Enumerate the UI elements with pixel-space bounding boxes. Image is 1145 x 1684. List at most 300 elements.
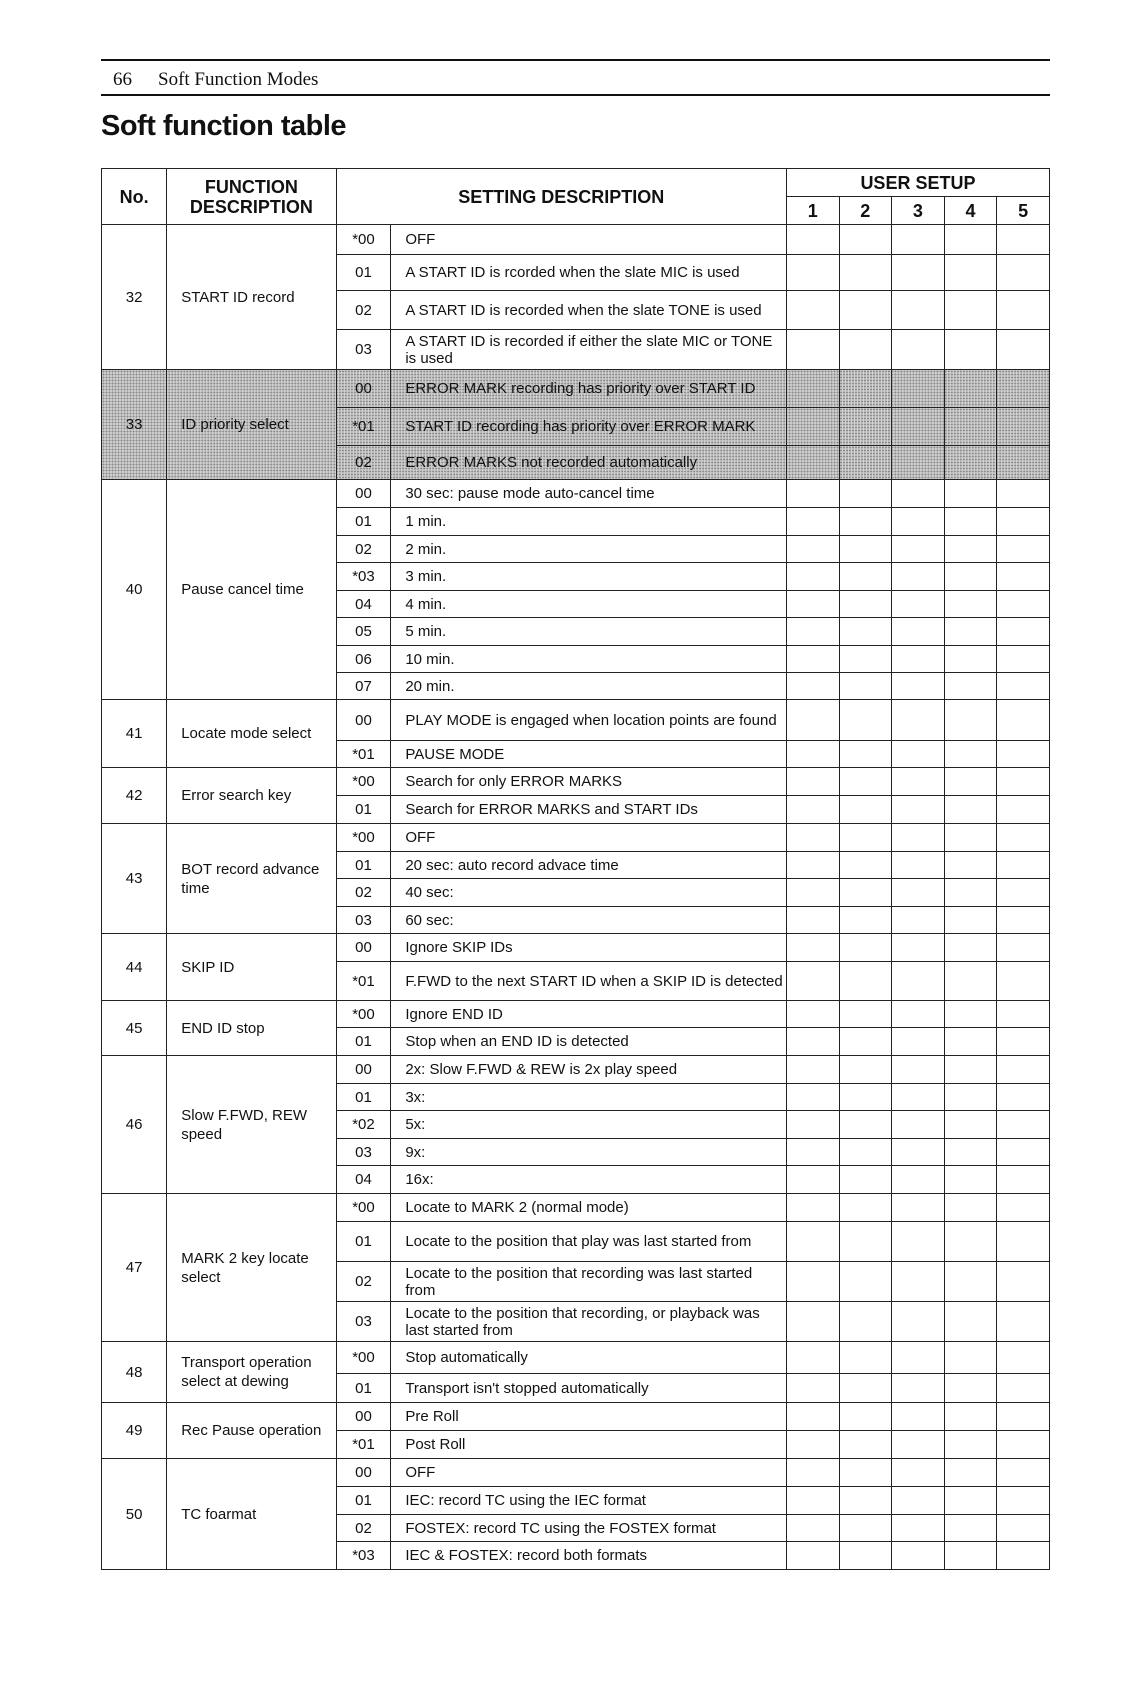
setting-description: 2x: Slow F.FWD & REW is 2x play speed — [391, 1056, 787, 1084]
setting-code: 01 — [336, 1374, 391, 1403]
user-setup-cell-2 — [839, 563, 892, 591]
user-setup-cell-3 — [892, 852, 945, 879]
user-setup-cell-4 — [944, 536, 997, 563]
user-setup-cell-4 — [944, 255, 997, 291]
user-setup-cell-3 — [892, 330, 945, 370]
user-setup-cell-1 — [786, 879, 839, 907]
user-setup-cell-3 — [892, 1028, 945, 1056]
user-setup-cell-5 — [997, 1028, 1050, 1056]
user-setup-cell-2 — [839, 1084, 892, 1111]
user-setup-cell-2 — [839, 446, 892, 480]
user-setup-cell-5 — [997, 1487, 1050, 1515]
table-row — [102, 768, 1050, 796]
user-setup-cell-2 — [839, 408, 892, 446]
user-setup-cell-2 — [839, 1166, 892, 1194]
user-setup-cell-2 — [839, 591, 892, 618]
user-col-1: 1 — [786, 197, 839, 225]
setting-description: Search for only ERROR MARKS — [391, 768, 787, 796]
setting-description: A START ID is recorded if either the slate MIC or TONE is used — [391, 330, 787, 370]
setting-code: 00 — [336, 480, 391, 508]
setting-code: 02 — [336, 879, 391, 907]
user-setup-cell-1 — [786, 370, 839, 408]
user-setup-cell-5 — [997, 591, 1050, 618]
setting-code: 04 — [336, 1166, 391, 1194]
user-setup-cell-1 — [786, 1403, 839, 1431]
user-setup-cell-1 — [786, 1056, 839, 1084]
user-setup-cell-1 — [786, 591, 839, 618]
function-description: TC foarmat — [167, 1459, 336, 1570]
user-setup-cell-3 — [892, 1194, 945, 1222]
user-setup-cell-5 — [997, 741, 1050, 768]
user-setup-cell-1 — [786, 536, 839, 563]
user-setup-cell-4 — [944, 1166, 997, 1194]
user-setup-cell-4 — [944, 1431, 997, 1459]
setting-description: 2 min. — [391, 536, 787, 563]
user-setup-cell-2 — [839, 1459, 892, 1487]
user-setup-cell-1 — [786, 1431, 839, 1459]
user-setup-cell-2 — [839, 741, 892, 768]
setting-description: 40 sec: — [391, 879, 787, 907]
setting-description: 60 sec: — [391, 907, 787, 934]
user-setup-cell-1 — [786, 563, 839, 591]
setting-code: *00 — [336, 1194, 391, 1222]
user-setup-cell-3 — [892, 824, 945, 852]
user-setup-cell-2 — [839, 1056, 892, 1084]
setting-code: *01 — [336, 962, 391, 1001]
user-setup-cell-4 — [944, 1374, 997, 1403]
user-setup-cell-4 — [944, 618, 997, 646]
user-setup-cell-5 — [997, 1194, 1050, 1222]
user-setup-cell-3 — [892, 1542, 945, 1570]
user-setup-cell-2 — [839, 255, 892, 291]
user-setup-cell-3 — [892, 480, 945, 508]
user-col-4: 4 — [944, 197, 997, 225]
setting-code: *00 — [336, 1001, 391, 1028]
setting-description: Locate to the position that play was last started from — [391, 1222, 787, 1262]
function-number: 48 — [102, 1342, 167, 1403]
setting-code: 00 — [336, 700, 391, 741]
user-setup-cell-4 — [944, 225, 997, 255]
user-setup-cell-5 — [997, 1222, 1050, 1262]
setting-code: 03 — [336, 330, 391, 370]
user-setup-cell-5 — [997, 255, 1050, 291]
user-setup-cell-4 — [944, 1403, 997, 1431]
user-setup-cell-4 — [944, 1342, 997, 1374]
user-setup-cell-1 — [786, 1487, 839, 1515]
setting-description: 5 min. — [391, 618, 787, 646]
col-header-function-line1: FUNCTION — [204, 176, 298, 197]
user-setup-cell-2 — [839, 852, 892, 879]
user-setup-cell-1 — [786, 618, 839, 646]
user-setup-cell-4 — [944, 646, 997, 673]
table-row — [102, 824, 1050, 852]
table-row — [102, 1459, 1050, 1487]
setting-description: A START ID is rcorded when the slate MIC is used — [391, 255, 787, 291]
setting-code: 02 — [336, 1515, 391, 1542]
user-setup-cell-4 — [944, 907, 997, 934]
user-setup-cell-4 — [944, 1222, 997, 1262]
setting-description: 5x: — [391, 1111, 787, 1139]
setting-code: 01 — [336, 1222, 391, 1262]
setting-code: *00 — [336, 768, 391, 796]
function-description: BOT record advance time — [167, 824, 336, 934]
user-setup-cell-3 — [892, 255, 945, 291]
user-setup-cell-1 — [786, 1001, 839, 1028]
user-setup-cell-4 — [944, 796, 997, 824]
setting-code: 01 — [336, 1487, 391, 1515]
user-setup-cell-2 — [839, 1001, 892, 1028]
user-setup-cell-4 — [944, 370, 997, 408]
user-setup-cell-4 — [944, 1515, 997, 1542]
user-setup-cell-4 — [944, 741, 997, 768]
setting-code: 03 — [336, 1302, 391, 1342]
user-setup-cell-2 — [839, 1374, 892, 1403]
function-description: ID priority select — [167, 370, 336, 480]
user-setup-cell-5 — [997, 1001, 1050, 1028]
table-row — [102, 700, 1050, 741]
function-number: 40 — [102, 480, 167, 700]
setting-description: Locate to the position that recording was last started from — [391, 1262, 787, 1302]
user-setup-cell-5 — [997, 1139, 1050, 1166]
user-setup-cell-5 — [997, 370, 1050, 408]
user-setup-cell-1 — [786, 1194, 839, 1222]
user-setup-cell-3 — [892, 291, 945, 330]
setting-description: 9x: — [391, 1139, 787, 1166]
user-setup-cell-1 — [786, 1374, 839, 1403]
user-setup-cell-1 — [786, 1262, 839, 1302]
function-description: END ID stop — [167, 1001, 336, 1056]
user-setup-cell-1 — [786, 480, 839, 508]
function-description: Rec Pause operation — [167, 1403, 336, 1459]
user-setup-cell-2 — [839, 962, 892, 1001]
user-setup-cell-4 — [944, 1459, 997, 1487]
user-setup-cell-5 — [997, 330, 1050, 370]
user-setup-cell-5 — [997, 1084, 1050, 1111]
user-setup-cell-5 — [997, 934, 1050, 962]
table-row — [102, 225, 1050, 255]
user-setup-cell-5 — [997, 1515, 1050, 1542]
user-setup-cell-5 — [997, 480, 1050, 508]
user-setup-cell-3 — [892, 879, 945, 907]
page-title: Soft function table — [101, 110, 347, 142]
user-setup-cell-1 — [786, 291, 839, 330]
user-setup-cell-3 — [892, 1487, 945, 1515]
user-setup-cell-5 — [997, 408, 1050, 446]
user-setup-cell-4 — [944, 824, 997, 852]
user-setup-cell-4 — [944, 1001, 997, 1028]
user-setup-cell-4 — [944, 1302, 997, 1342]
user-setup-cell-3 — [892, 1459, 945, 1487]
user-setup-cell-1 — [786, 1222, 839, 1262]
user-setup-cell-3 — [892, 1139, 945, 1166]
setting-description: PAUSE MODE — [391, 741, 787, 768]
user-setup-cell-2 — [839, 480, 892, 508]
user-setup-cell-4 — [944, 330, 997, 370]
setting-description: 3 min. — [391, 563, 787, 591]
user-setup-cell-4 — [944, 563, 997, 591]
user-setup-cell-3 — [892, 646, 945, 673]
table-row — [102, 480, 1050, 508]
user-setup-cell-3 — [892, 796, 945, 824]
user-setup-cell-3 — [892, 1222, 945, 1262]
user-setup-cell-4 — [944, 291, 997, 330]
setting-code: 00 — [336, 1459, 391, 1487]
user-setup-cell-1 — [786, 852, 839, 879]
user-setup-cell-3 — [892, 618, 945, 646]
user-setup-cell-4 — [944, 768, 997, 796]
setting-description: Search for ERROR MARKS and START IDs — [391, 796, 787, 824]
function-description: SKIP ID — [167, 934, 336, 1001]
setting-description: IEC: record TC using the IEC format — [391, 1487, 787, 1515]
setting-code: *00 — [336, 824, 391, 852]
user-setup-cell-4 — [944, 1194, 997, 1222]
setting-code: 01 — [336, 1084, 391, 1111]
user-setup-cell-3 — [892, 700, 945, 741]
user-setup-cell-4 — [944, 480, 997, 508]
user-col-5: 5 — [997, 197, 1050, 225]
user-setup-cell-4 — [944, 1262, 997, 1302]
user-setup-cell-2 — [839, 768, 892, 796]
setting-description: Stop automatically — [391, 1342, 787, 1374]
user-setup-cell-2 — [839, 1139, 892, 1166]
user-setup-cell-2 — [839, 1403, 892, 1431]
function-description: Slow F.FWD, REW speed — [167, 1056, 336, 1194]
function-description: Locate mode select — [167, 700, 336, 768]
user-setup-cell-5 — [997, 962, 1050, 1001]
setting-description: 20 min. — [391, 673, 787, 700]
setting-code: *01 — [336, 408, 391, 446]
user-setup-cell-3 — [892, 446, 945, 480]
function-number: 32 — [102, 225, 167, 370]
table-row — [102, 1342, 1050, 1374]
setting-code: *00 — [336, 225, 391, 255]
user-setup-cell-3 — [892, 1374, 945, 1403]
user-setup-cell-2 — [839, 796, 892, 824]
setting-description: Ignore END ID — [391, 1001, 787, 1028]
setting-code: 02 — [336, 536, 391, 563]
user-setup-cell-5 — [997, 1342, 1050, 1374]
user-setup-cell-2 — [839, 1028, 892, 1056]
user-setup-cell-5 — [997, 796, 1050, 824]
user-setup-cell-5 — [997, 1166, 1050, 1194]
user-setup-cell-3 — [892, 508, 945, 536]
setting-description: Ignore SKIP IDs — [391, 934, 787, 962]
user-setup-cell-1 — [786, 1084, 839, 1111]
setting-code: 03 — [336, 1139, 391, 1166]
table-row — [102, 934, 1050, 962]
function-number: 46 — [102, 1056, 167, 1194]
user-setup-cell-2 — [839, 1194, 892, 1222]
function-number: 47 — [102, 1194, 167, 1342]
setting-code: 00 — [336, 934, 391, 962]
setting-description: 1 min. — [391, 508, 787, 536]
user-setup-cell-2 — [839, 1487, 892, 1515]
user-col-3: 3 — [892, 197, 945, 225]
setting-description: IEC & FOSTEX: record both formats — [391, 1542, 787, 1570]
user-setup-cell-2 — [839, 1222, 892, 1262]
user-setup-cell-1 — [786, 508, 839, 536]
setting-description: OFF — [391, 1459, 787, 1487]
user-setup-cell-1 — [786, 962, 839, 1001]
user-setup-cell-5 — [997, 291, 1050, 330]
function-description: MARK 2 key locate select — [167, 1194, 336, 1342]
user-setup-cell-5 — [997, 1542, 1050, 1570]
setting-code: *02 — [336, 1111, 391, 1139]
user-setup-cell-2 — [839, 824, 892, 852]
user-setup-cell-5 — [997, 618, 1050, 646]
user-setup-cell-1 — [786, 934, 839, 962]
setting-code: 01 — [336, 508, 391, 536]
user-setup-cell-1 — [786, 673, 839, 700]
setting-code: 02 — [336, 1262, 391, 1302]
setting-code: *01 — [336, 1431, 391, 1459]
setting-description: 20 sec: auto record advace time — [391, 852, 787, 879]
user-setup-cell-4 — [944, 1056, 997, 1084]
setting-description: OFF — [391, 225, 787, 255]
setting-code: 01 — [336, 852, 391, 879]
user-setup-cell-4 — [944, 1111, 997, 1139]
section-title: Soft Function Modes — [158, 69, 319, 90]
user-setup-cell-2 — [839, 646, 892, 673]
user-setup-cell-5 — [997, 824, 1050, 852]
user-setup-cell-2 — [839, 370, 892, 408]
soft-function-table — [101, 168, 1050, 1570]
function-number: 42 — [102, 768, 167, 824]
user-setup-cell-3 — [892, 962, 945, 1001]
function-description: Error search key — [167, 768, 336, 824]
user-setup-cell-2 — [839, 1342, 892, 1374]
user-setup-cell-2 — [839, 225, 892, 255]
table-row — [102, 1194, 1050, 1222]
user-setup-cell-5 — [997, 1302, 1050, 1342]
setting-description: F.FWD to the next START ID when a SKIP ID is detected — [391, 962, 787, 1001]
user-setup-cell-5 — [997, 879, 1050, 907]
setting-code: 00 — [336, 1056, 391, 1084]
user-setup-cell-2 — [839, 1302, 892, 1342]
user-setup-cell-5 — [997, 225, 1050, 255]
user-setup-cell-4 — [944, 1139, 997, 1166]
user-setup-cell-2 — [839, 508, 892, 536]
user-setup-cell-2 — [839, 934, 892, 962]
setting-code: 02 — [336, 291, 391, 330]
setting-description: 16x: — [391, 1166, 787, 1194]
user-setup-cell-2 — [839, 330, 892, 370]
user-setup-cell-3 — [892, 408, 945, 446]
table-row — [102, 1001, 1050, 1028]
user-setup-cell-5 — [997, 768, 1050, 796]
function-number: 41 — [102, 700, 167, 768]
user-setup-cell-5 — [997, 536, 1050, 563]
user-setup-cell-4 — [944, 934, 997, 962]
user-setup-cell-3 — [892, 741, 945, 768]
user-setup-cell-5 — [997, 563, 1050, 591]
table-row — [102, 1056, 1050, 1084]
user-setup-cell-3 — [892, 536, 945, 563]
user-setup-cell-2 — [839, 1111, 892, 1139]
user-setup-cell-3 — [892, 934, 945, 962]
setting-description: Locate to MARK 2 (normal mode) — [391, 1194, 787, 1222]
user-setup-cell-2 — [839, 291, 892, 330]
function-number: 33 — [102, 370, 167, 480]
table-row — [102, 1403, 1050, 1431]
user-setup-cell-2 — [839, 700, 892, 741]
user-setup-cell-4 — [944, 1084, 997, 1111]
setting-description: Post Roll — [391, 1431, 787, 1459]
col-header-function-line2: DESCRIPTION — [189, 196, 313, 217]
user-setup-cell-5 — [997, 646, 1050, 673]
setting-code: *00 — [336, 1342, 391, 1374]
function-number: 43 — [102, 824, 167, 934]
user-setup-cell-3 — [892, 1302, 945, 1342]
user-setup-cell-5 — [997, 1262, 1050, 1302]
function-number: 50 — [102, 1459, 167, 1570]
user-setup-cell-5 — [997, 1431, 1050, 1459]
setting-code: *01 — [336, 741, 391, 768]
user-setup-cell-2 — [839, 907, 892, 934]
function-number: 49 — [102, 1403, 167, 1459]
function-number: 45 — [102, 1001, 167, 1056]
user-setup-cell-4 — [944, 408, 997, 446]
user-setup-cell-2 — [839, 879, 892, 907]
user-setup-cell-5 — [997, 673, 1050, 700]
setting-code: 00 — [336, 370, 391, 408]
user-setup-cell-1 — [786, 330, 839, 370]
setting-code: *03 — [336, 563, 391, 591]
user-setup-cell-1 — [786, 255, 839, 291]
user-setup-cell-5 — [997, 446, 1050, 480]
setting-code: 01 — [336, 255, 391, 291]
user-setup-cell-2 — [839, 536, 892, 563]
table-body — [102, 225, 1050, 1570]
user-setup-cell-2 — [839, 1431, 892, 1459]
user-setup-cell-1 — [786, 1111, 839, 1139]
user-setup-cell-1 — [786, 1515, 839, 1542]
user-setup-cell-3 — [892, 1515, 945, 1542]
setting-code: *03 — [336, 1542, 391, 1570]
user-setup-cell-2 — [839, 1515, 892, 1542]
setting-description: PLAY MODE is engaged when location points are found — [391, 700, 787, 741]
user-setup-cell-1 — [786, 1139, 839, 1166]
col-header-user-setup: USER SETUP — [786, 169, 1049, 197]
setting-code: 01 — [336, 796, 391, 824]
user-setup-cell-4 — [944, 879, 997, 907]
user-setup-cell-1 — [786, 408, 839, 446]
setting-description: ERROR MARK recording has priority over START ID — [391, 370, 787, 408]
user-setup-cell-5 — [997, 1403, 1050, 1431]
user-setup-cell-4 — [944, 700, 997, 741]
user-setup-cell-5 — [997, 1374, 1050, 1403]
user-setup-cell-1 — [786, 1459, 839, 1487]
user-setup-cell-5 — [997, 508, 1050, 536]
user-setup-cell-3 — [892, 1056, 945, 1084]
user-setup-cell-4 — [944, 1028, 997, 1056]
col-header-function — [167, 169, 336, 225]
setting-description: 30 sec: pause mode auto-cancel time — [391, 480, 787, 508]
user-setup-cell-3 — [892, 370, 945, 408]
user-setup-cell-3 — [892, 768, 945, 796]
user-setup-cell-4 — [944, 591, 997, 618]
user-setup-cell-4 — [944, 508, 997, 536]
running-header — [101, 59, 1050, 96]
function-description: Transport operation select at dewing — [167, 1342, 336, 1403]
user-setup-cell-3 — [892, 591, 945, 618]
user-setup-cell-1 — [786, 1342, 839, 1374]
user-setup-cell-3 — [892, 563, 945, 591]
user-setup-cell-4 — [944, 962, 997, 1001]
table-row — [102, 370, 1050, 408]
user-setup-cell-1 — [786, 796, 839, 824]
user-setup-cell-3 — [892, 1431, 945, 1459]
